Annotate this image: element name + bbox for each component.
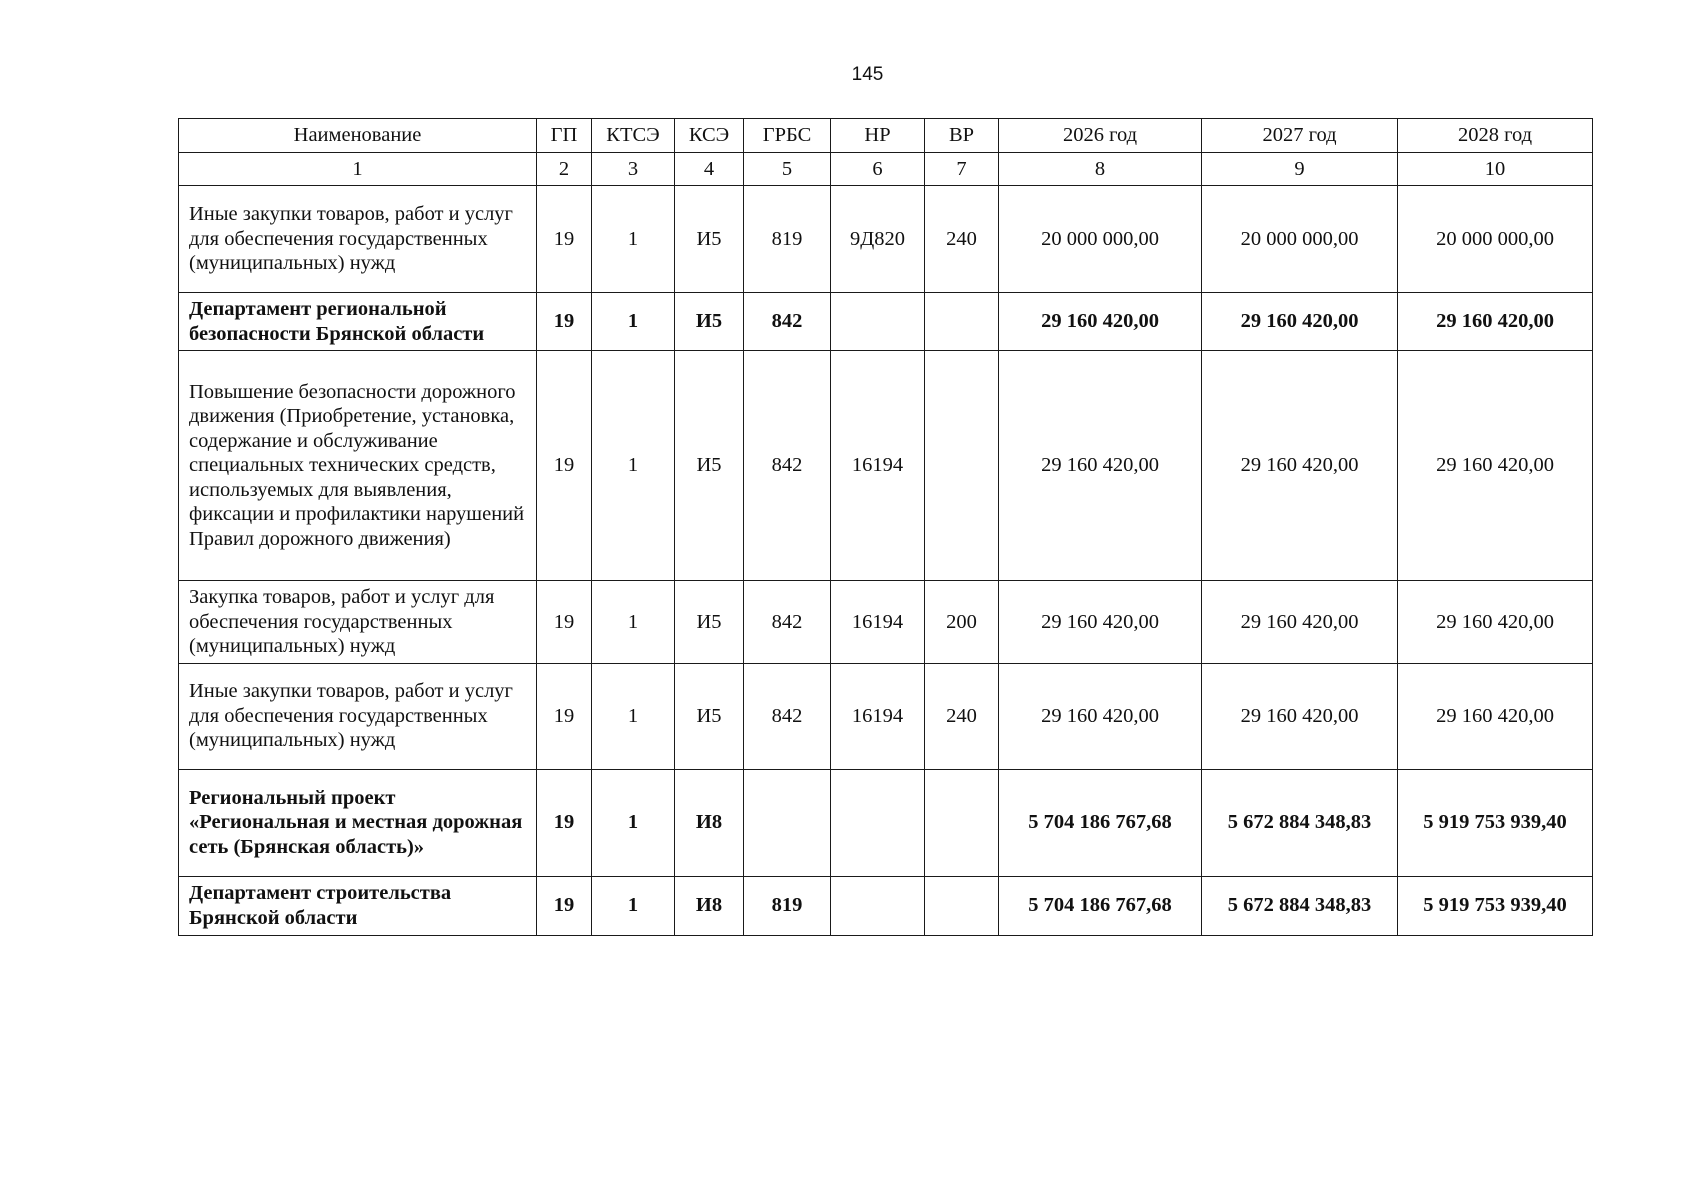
row-grbs: 819 bbox=[744, 876, 831, 935]
table-row bbox=[179, 351, 1593, 581]
row-grbs: 842 bbox=[744, 351, 831, 581]
row-name: Департамент строительства Брянской области bbox=[179, 876, 537, 935]
row-name: Иные закупки товаров, работ и услуг для обеспечения государственных (муниципальных) нужд bbox=[179, 663, 537, 769]
row-2027: 5 672 884 348,83 bbox=[1202, 769, 1398, 876]
column-number: 5 bbox=[744, 153, 831, 186]
row-2028: 29 160 420,00 bbox=[1398, 581, 1593, 664]
row-2027: 20 000 000,00 bbox=[1202, 186, 1398, 293]
row-nr bbox=[831, 876, 925, 935]
row-vr bbox=[925, 293, 999, 351]
header-nr: НР bbox=[831, 119, 925, 153]
row-2027: 5 672 884 348,83 bbox=[1202, 876, 1398, 935]
table-row bbox=[179, 663, 1593, 769]
row-kse: И5 bbox=[675, 186, 744, 293]
table-row bbox=[179, 293, 1593, 351]
row-2026: 29 160 420,00 bbox=[999, 663, 1202, 769]
row-name: Закупка товаров, работ и услуг для обеспечения государственных (муниципальных) нужд bbox=[179, 581, 537, 664]
header-2026: 2026 год bbox=[999, 119, 1202, 153]
row-ktse: 1 bbox=[592, 769, 675, 876]
header-row bbox=[179, 119, 1593, 153]
row-2026: 29 160 420,00 bbox=[999, 581, 1202, 664]
row-gp: 19 bbox=[537, 769, 592, 876]
row-2028: 5 919 753 939,40 bbox=[1398, 769, 1593, 876]
row-nr: 9Д820 bbox=[831, 186, 925, 293]
column-number: 2 bbox=[537, 153, 592, 186]
row-kse: И8 bbox=[675, 876, 744, 935]
row-name: Иные закупки товаров, работ и услуг для обеспечения государственных (муниципальных) нужд bbox=[179, 186, 537, 293]
row-ktse: 1 bbox=[592, 293, 675, 351]
header-gp: ГП bbox=[537, 119, 592, 153]
row-2026: 29 160 420,00 bbox=[999, 293, 1202, 351]
row-grbs: 842 bbox=[744, 581, 831, 664]
row-2026: 20 000 000,00 bbox=[999, 186, 1202, 293]
row-gp: 19 bbox=[537, 186, 592, 293]
row-vr bbox=[925, 769, 999, 876]
column-number: 3 bbox=[592, 153, 675, 186]
page-number: 145 bbox=[851, 64, 884, 85]
column-number: 10 bbox=[1398, 153, 1593, 186]
column-number: 6 bbox=[831, 153, 925, 186]
row-2026: 5 704 186 767,68 bbox=[999, 876, 1202, 935]
column-number: 9 bbox=[1202, 153, 1398, 186]
row-grbs: 842 bbox=[744, 293, 831, 351]
row-gp: 19 bbox=[537, 876, 592, 935]
header-2028: 2028 год bbox=[1398, 119, 1593, 153]
row-2027: 29 160 420,00 bbox=[1202, 581, 1398, 664]
row-vr bbox=[925, 351, 999, 581]
row-name: Департамент региональной безопасности Брянской области bbox=[179, 293, 537, 351]
row-kse: И8 bbox=[675, 769, 744, 876]
row-name: Повышение безопасности дорожного движения (Приобретение, установка, содержание и обслуживание специальных технических средств, используемых для выявления, фиксации и профилактики нарушений Правил дорожного движения) bbox=[179, 351, 537, 581]
row-2026: 5 704 186 767,68 bbox=[999, 769, 1202, 876]
table-row bbox=[179, 186, 1593, 293]
row-2028: 29 160 420,00 bbox=[1398, 351, 1593, 581]
row-2028: 29 160 420,00 bbox=[1398, 663, 1593, 769]
row-gp: 19 bbox=[537, 663, 592, 769]
row-name: Региональный проект «Региональная и местная дорожная сеть (Брянская область)» bbox=[179, 769, 537, 876]
row-2026: 29 160 420,00 bbox=[999, 351, 1202, 581]
row-gp: 19 bbox=[537, 293, 592, 351]
row-nr: 16194 bbox=[831, 351, 925, 581]
row-2027: 29 160 420,00 bbox=[1202, 351, 1398, 581]
row-nr: 16194 bbox=[831, 581, 925, 664]
row-gp: 19 bbox=[537, 351, 592, 581]
column-number: 8 bbox=[999, 153, 1202, 186]
row-vr bbox=[925, 876, 999, 935]
row-ktse: 1 bbox=[592, 186, 675, 293]
table-row bbox=[179, 769, 1593, 876]
table-row bbox=[179, 876, 1593, 935]
column-number: 1 bbox=[179, 153, 537, 186]
row-2028: 29 160 420,00 bbox=[1398, 293, 1593, 351]
row-gp: 19 bbox=[537, 581, 592, 664]
row-kse: И5 bbox=[675, 293, 744, 351]
column-number: 7 bbox=[925, 153, 999, 186]
row-nr bbox=[831, 293, 925, 351]
row-vr: 240 bbox=[925, 186, 999, 293]
header-vr: ВР bbox=[925, 119, 999, 153]
column-number: 4 bbox=[675, 153, 744, 186]
budget-table bbox=[178, 118, 1593, 936]
table-row bbox=[179, 581, 1593, 664]
row-ktse: 1 bbox=[592, 581, 675, 664]
header-kse: КСЭ bbox=[675, 119, 744, 153]
column-number-row bbox=[179, 153, 1593, 186]
row-2027: 29 160 420,00 bbox=[1202, 293, 1398, 351]
row-kse: И5 bbox=[675, 581, 744, 664]
header-ktse: КТСЭ bbox=[592, 119, 675, 153]
row-2028: 20 000 000,00 bbox=[1398, 186, 1593, 293]
row-ktse: 1 bbox=[592, 876, 675, 935]
row-ktse: 1 bbox=[592, 351, 675, 581]
row-grbs: 842 bbox=[744, 663, 831, 769]
row-nr bbox=[831, 769, 925, 876]
row-kse: И5 bbox=[675, 351, 744, 581]
row-vr: 240 bbox=[925, 663, 999, 769]
row-ktse: 1 bbox=[592, 663, 675, 769]
row-grbs bbox=[744, 769, 831, 876]
header-grbs: ГРБС bbox=[744, 119, 831, 153]
row-2028: 5 919 753 939,40 bbox=[1398, 876, 1593, 935]
row-nr: 16194 bbox=[831, 663, 925, 769]
header-name: Наименование bbox=[179, 119, 537, 153]
row-kse: И5 bbox=[675, 663, 744, 769]
row-2027: 29 160 420,00 bbox=[1202, 663, 1398, 769]
row-vr: 200 bbox=[925, 581, 999, 664]
row-grbs: 819 bbox=[744, 186, 831, 293]
header-2027: 2027 год bbox=[1202, 119, 1398, 153]
